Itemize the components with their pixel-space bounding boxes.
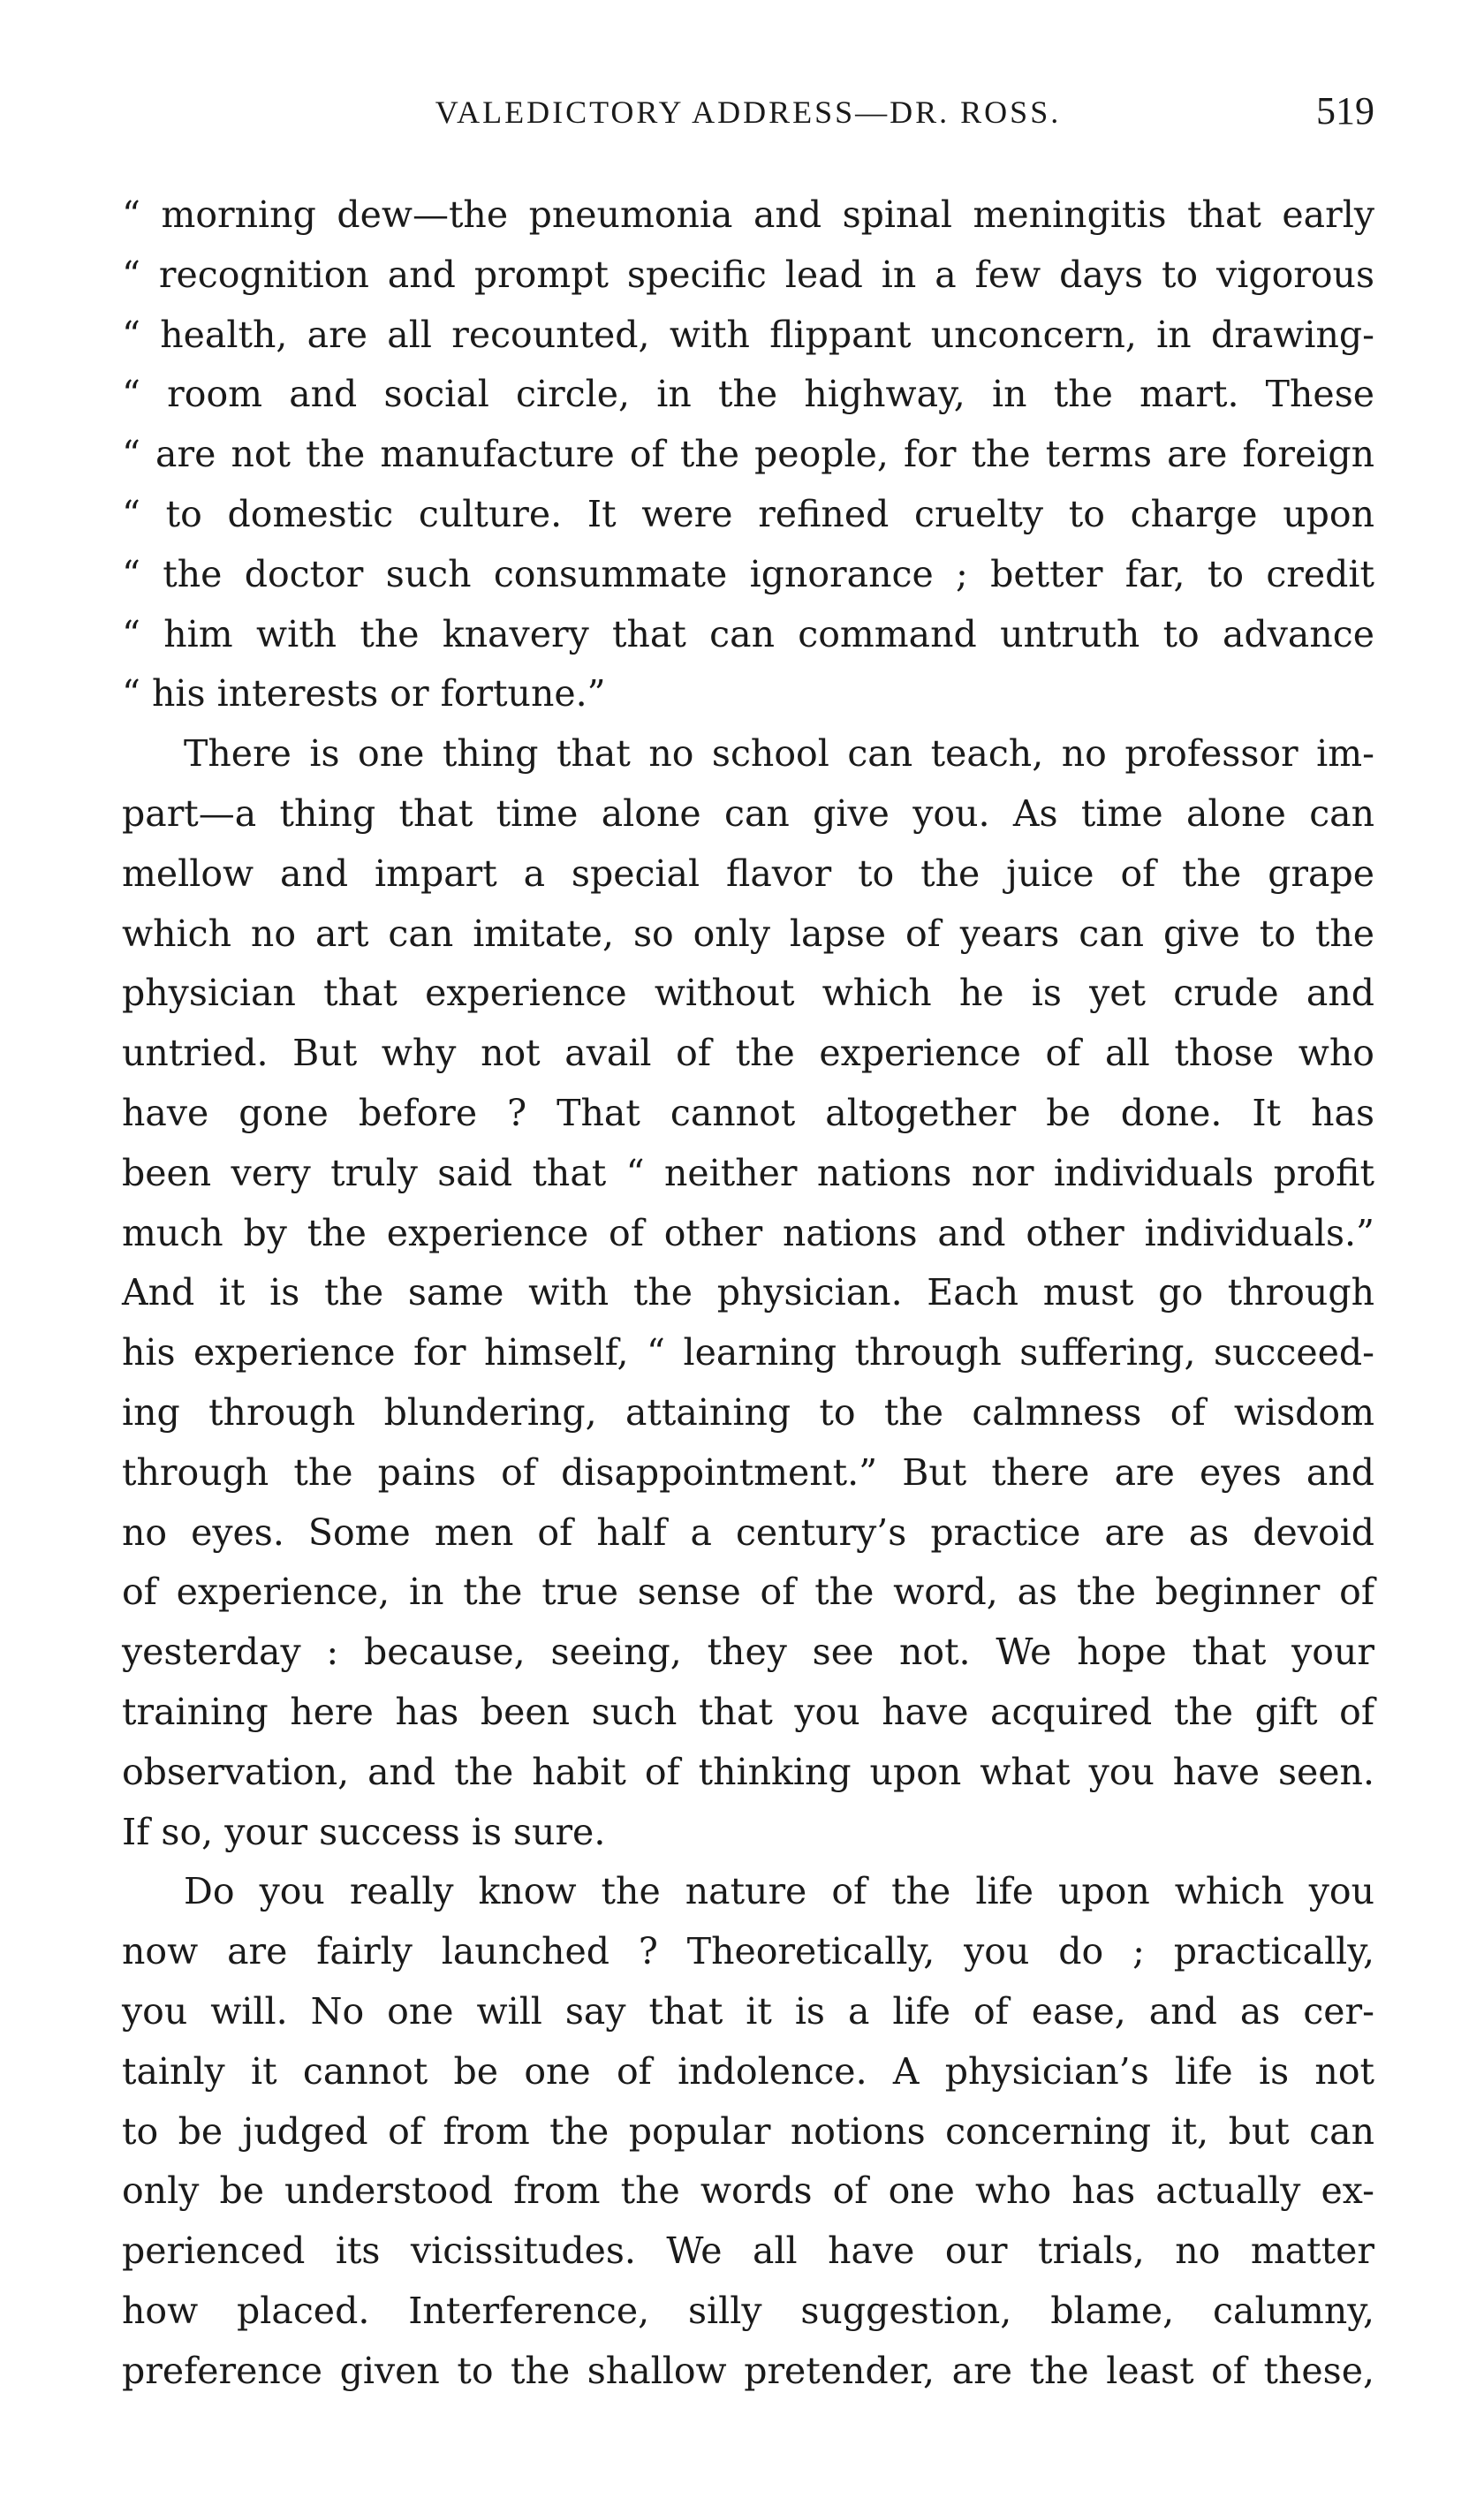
text-line: have gone before ? That cannot altogether be done. It has: [122, 1091, 1374, 1134]
text-line: mellow and impart a special flavor to the juice of the grape: [122, 852, 1374, 895]
text-line: now are fairly launched ? Theoretically, you do ; practically,: [122, 1930, 1374, 1973]
text-line: “ morning dew—the pneumonia and spinal meningitis that early: [122, 193, 1374, 236]
text-line: “ recognition and prompt specific lead in a few days to vigorous: [122, 253, 1374, 296]
paragraph-experience: [122, 724, 1374, 1862]
page-number: 519: [1316, 89, 1374, 132]
text-line: through the pains of disappointment.” But there are eyes and: [122, 1450, 1374, 1494]
text-line: Do you really know the nature of the life upon which you: [184, 1870, 1374, 1913]
text-line: “ the doctor such consummate ignorance ; better far, to credit: [122, 552, 1374, 595]
text-line: “ health, are all recounted, with flippant unconcern, in drawing-: [122, 313, 1374, 356]
text-line: only be understood from the words of one who has actually ex-: [122, 2169, 1374, 2213]
body-text: [122, 185, 1374, 2401]
text-line: “ to domestic culture. It were refined cruelty to charge upon: [122, 492, 1374, 535]
text-line: ing through blundering, attaining to the calmness of wisdom: [122, 1390, 1374, 1434]
text-line: no eyes. Some men of half a century’s practice are as devoid: [122, 1510, 1374, 1554]
text-line: how placed. Interference, silly suggestion, blame, calumny,: [122, 2289, 1374, 2332]
text-line: physician that experience without which he is yet crude and: [122, 972, 1374, 1015]
text-line: “ room and social circle, in the highway, in the mart. These: [122, 373, 1374, 416]
text-line: much by the experience of other nations and other individuals.”: [122, 1211, 1374, 1254]
text-line: part—a thing that time alone can give you. As time alone can: [122, 791, 1374, 835]
text-line: “ him with the knavery that can command untruth to advance: [122, 612, 1374, 655]
text-line: untried. But why not avail of the experience of all those who: [122, 1032, 1374, 1075]
text-line: you will. No one will say that it is a life of ease, and as cer-: [122, 1989, 1374, 2033]
text-line: training here has been such that you have acquired the gift of: [122, 1690, 1374, 1733]
running-title: VALEDICTORY ADDRESS—DR. ROSS.: [435, 95, 1062, 130]
text-line: which no art can imitate, so only lapse of years can give to the: [122, 912, 1374, 955]
paragraph-quotation: [122, 185, 1374, 724]
text-line: “ are not the manufacture of the people, for the terms are foreign: [122, 433, 1374, 476]
text-line: of experience, in the true sense of the word, as the beginner of: [122, 1571, 1374, 1614]
text-line: “ his interests or fortune.”: [122, 672, 606, 715]
text-line: preference given to the shallow pretender, are the least of these,: [122, 2349, 1374, 2392]
text-line: And it is the same with the physician. Each must go through: [122, 1271, 1374, 1314]
text-line: yesterday : because, seeing, they see not. We hope that your: [122, 1631, 1374, 1674]
text-line: been very truly said that “ neither nations nor individuals profit: [122, 1151, 1374, 1194]
paragraph-physician-life: [122, 1862, 1374, 2401]
text-line: his experience for himself, “ learning through suffering, succeed-: [122, 1331, 1374, 1374]
text-line: tainly it cannot be one of indolence. A physician’s life is not: [122, 2049, 1374, 2093]
text-line: There is one thing that no school can teach, no professor im-: [184, 732, 1374, 776]
text-line: If so, your success is sure.: [122, 1810, 606, 1853]
text-line: to be judged of from the popular notions concerning it, but can: [122, 2109, 1374, 2153]
running-head: [122, 88, 1374, 150]
text-line: observation, and the habit of thinking upon what you have seen.: [122, 1750, 1374, 1793]
text-line: perienced its vicissitudes. We all have our trials, no matter: [122, 2230, 1374, 2273]
